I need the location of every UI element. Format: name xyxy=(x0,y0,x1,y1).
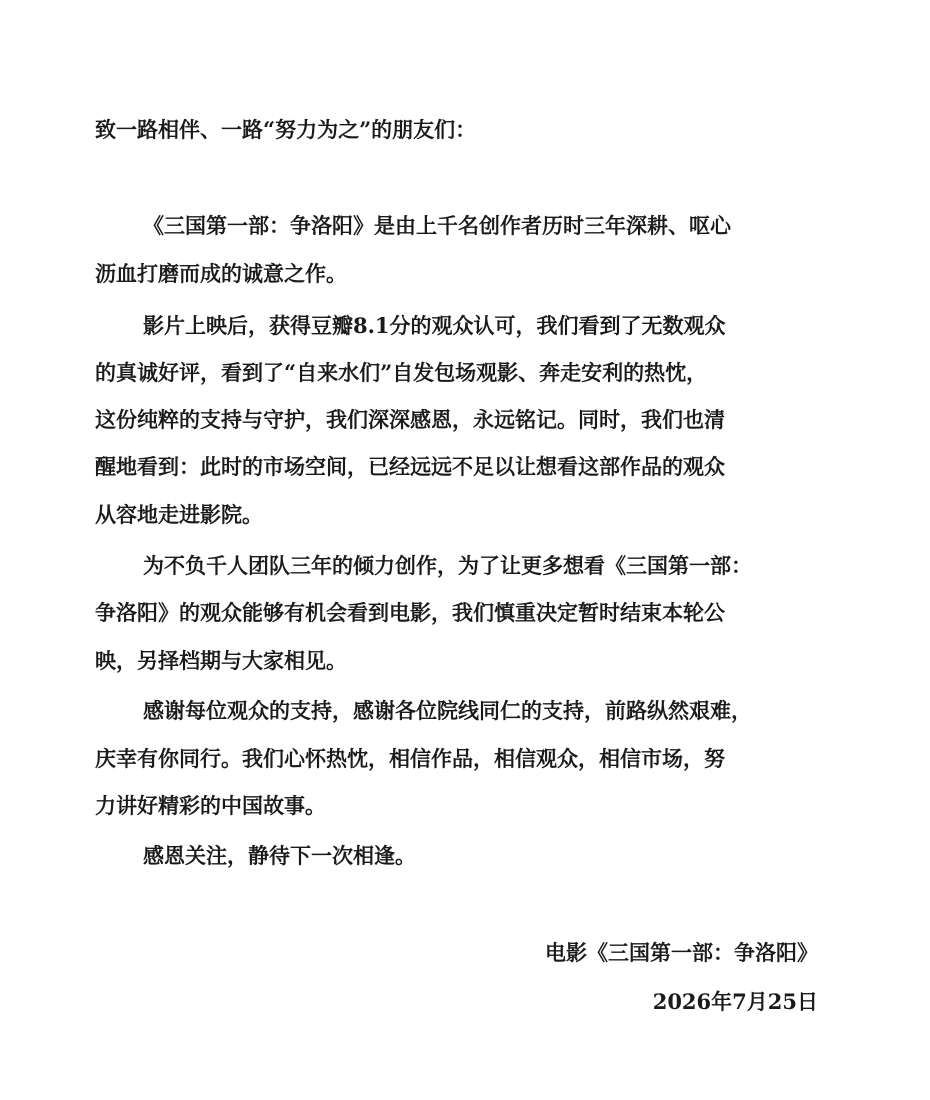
date: 2026年7月25日 xyxy=(652,989,818,1014)
paragraph-4-line-3: 力讲好精彩的中国故事。 xyxy=(95,793,326,818)
paragraph-2-line-4: 醒地看到：此时的市场空间，已经远远不足以让想看这部作品的观众 xyxy=(95,454,725,479)
paragraph-1-line-2: 沥血打磨而成的诚意之作。 xyxy=(95,261,347,286)
paragraph-1-line-1: 《三国第一部：争洛阳》是由上千名创作者历时三年深耕、呕心 xyxy=(143,213,731,238)
salutation: 致一路相伴、一路“努力为之”的朋友们： xyxy=(95,117,477,142)
signature: 电影《三国第一部：争洛阳》 xyxy=(545,940,818,965)
paragraph-4-line-1: 感谢每位观众的支持，感谢各位院线同仁的支持，前路纵然艰难， xyxy=(143,698,752,723)
paragraph-3-line-1: 为不负千人团队三年的倾力创作，为了让更多想看《三国第一部： xyxy=(143,553,752,578)
paragraph-4-line-2: 庆幸有你同行。我们心怀热忱，相信作品，相信观众，相信市场，努 xyxy=(95,746,725,771)
paragraph-5-line-1: 感恩关注，静待下一次相逢。 xyxy=(143,843,416,868)
paragraph-2-line-2: 的真诚好评，看到了“自来水们”自发包场观影、奔走安利的热忱， xyxy=(95,360,708,385)
paragraph-3-line-3: 映，另择档期与大家相见。 xyxy=(95,648,347,673)
paragraph-2-line-5: 从容地走进影院。 xyxy=(95,502,263,527)
paragraph-2-line-1: 影片上映后，获得豆瓣8.1分的观众认可，我们看到了无数观众 xyxy=(143,313,726,338)
paragraph-2-line-3: 这份纯粹的支持与守护，我们深深感恩，永远铭记。同时，我们也清 xyxy=(95,407,725,432)
paragraph-3-line-2: 争洛阳》的观众能够有机会看到电影，我们慎重决定暂时结束本轮公 xyxy=(95,600,725,625)
